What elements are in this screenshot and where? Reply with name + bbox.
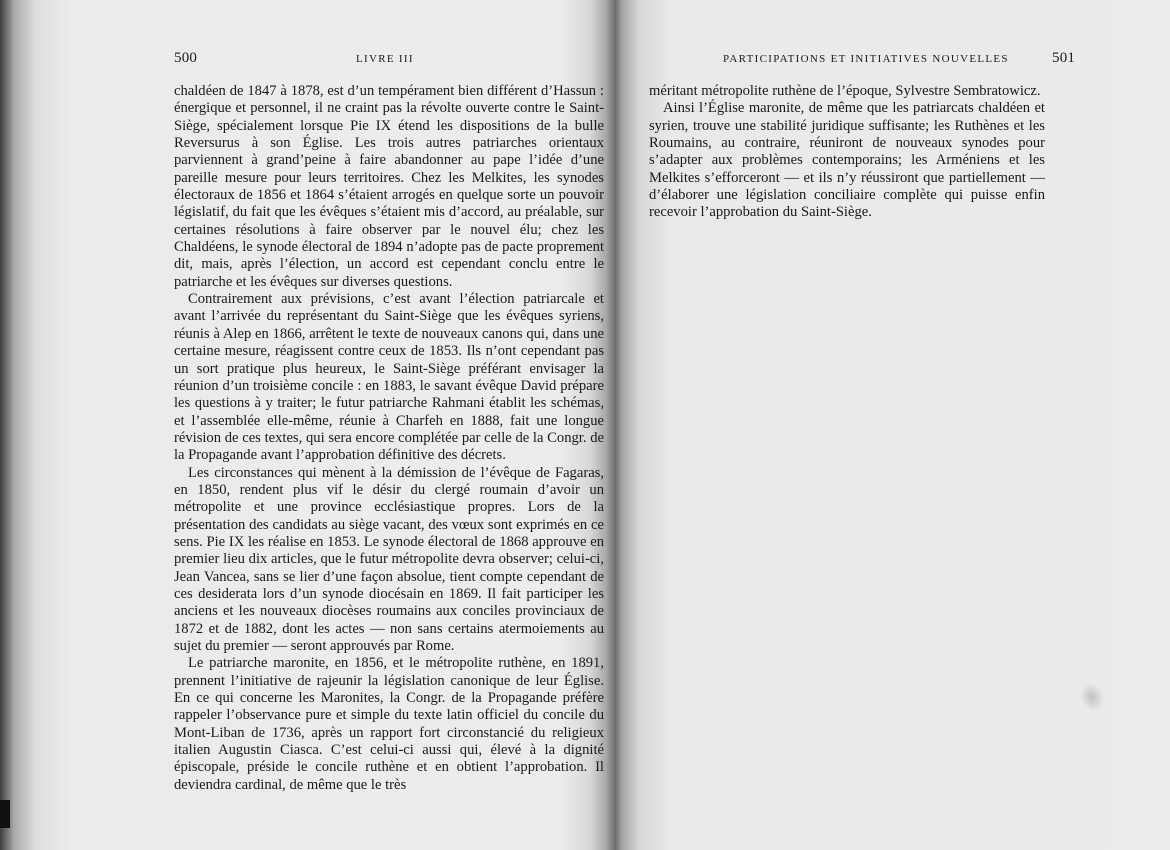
right-page [615,0,1170,850]
running-head-right: PARTICIPATIONS ET INITIATIVES NOUVELLES [723,53,1009,65]
left-page-body [174,83,604,794]
right-page-body [649,83,1045,222]
paragraph: chaldéen de 1847 à 1878, est d’un tempérament bien différent d’Hassun : énergique et personnel, il ne craint pas la révolte ouverte contre le Saint-Siège, spécialement lorsque Pie IX étend les dispositions de la bulle Reversurus à son Église. Les trois autres patriarches orientaux parviennent à grand’peine à faire abandonner au pape l’idée d’une pareille mesure pour leurs territoires. Chez les Melkites, les synodes électoraux de 1856 et 1864 s’étaient arrogés en quelque sorte un pouvoir législatif, du fait que les évêques s’étaient mis d’accord, au préalable, sur certaines résolutions à faire observer par le nouvel élu; chez les Chaldéens, le synode électoral de 1894 n’adopte pas de pacte proprement dit, mais, après l’élection, un accord est cependant conclu entre le patriarche et les évêques sur diverses questions. [174,83,604,290]
paragraph: méritant métropolite ruthène de l’époque, Sylvestre Sembratowicz. [649,83,1041,99]
paragraph: Contrairement aux prévisions, c’est avant l’élection patriarcale et avant l’arrivée du représentant du Saint-Siège que les évêques syriens, réunis à Alep en 1866, arrêtent le texte de nouveaux canons qui, dans une certaine mesure, réagissent contre ceux de 1853. Ils n’ont cependant pas un sort pratique plus heureux, le Saint-Siège préférant envisager la réunion d’un troisième concile : en 1883, le savant évêque David prépare les questions à y traiter; le futur patriarche Rahmani établit les schémas, et l’assemblée elle-même, réunie à Charfeh en 1888, fait une longue révision de ces textes, qui sera encore complétée par celle de la Congr. de la Propagande avant l’approbation définitive des décrets. [174,291,604,464]
page-number-right: 501 [1052,50,1076,66]
paragraph: Le patriarche maronite, en 1856, et le métropolite ruthène, en 1891, prennent l’initiative de rajeunir la législation canonique de leur Église. En ce qui concerne les Maronites, la Congr. de la Propagande préfère rappeler l’observance pure et simple du texte latin officiel du concile du Mont-Liban de 1736, après un rapport fort circonstancié du religieux italien Augustin Ciasca. C’est celui-ci aussi qui, élevé à la dignité épiscopale, préside le concile ruthène et en obtient l’approbation. Il deviendra cardinal, de même que le très [174,655,604,793]
scan-edge-mark [0,800,10,828]
page-number-left: 500 [174,50,198,66]
paragraph: Les circonstances qui mènent à la démission de l’évêque de Fagaras, en 1850, rendent plus vif le désir du clergé roumain d’avoir un métropolite et une province ecclésiastique propres. Lors de la présentation des candidats au siège vacant, des vœux sont exprimés en ce sens. Pie IX les réalise en 1853. Le synode électoral de 1868 approuve en premier lieu dix articles, que le futur métropolite devra observer; celui-ci, Jean Vancea, sans se lier d’une façon absolue, tient compte cependant de ces desiderata lors d’un synode diocésain en 1869. Il fait participer les anciens et les nouveaux diocèses roumains aux conciles provinciaux de 1872 et de 1882, dont les actes — non sans certains atermoiements au sujet du premier — seront approuvés par Rome. [174,464,604,654]
running-head-left: LIVRE III [356,53,414,65]
paragraph: Ainsi l’Église maronite, de même que les patriarcats chaldéen et syrien, trouve une stabilité juridique suffisante; les Ruthènes et les Roumains, au contraire, réuniront de nouveaux synodes pour s’adapter aux problèmes contemporains; les Arméniens et les Melkites s’efforceront — et ils n’y réussiront que partiellement — d’élaborer une législation conciliaire complète qui puisse enfin recevoir l’approbation du Saint-Siège. [649,100,1045,221]
